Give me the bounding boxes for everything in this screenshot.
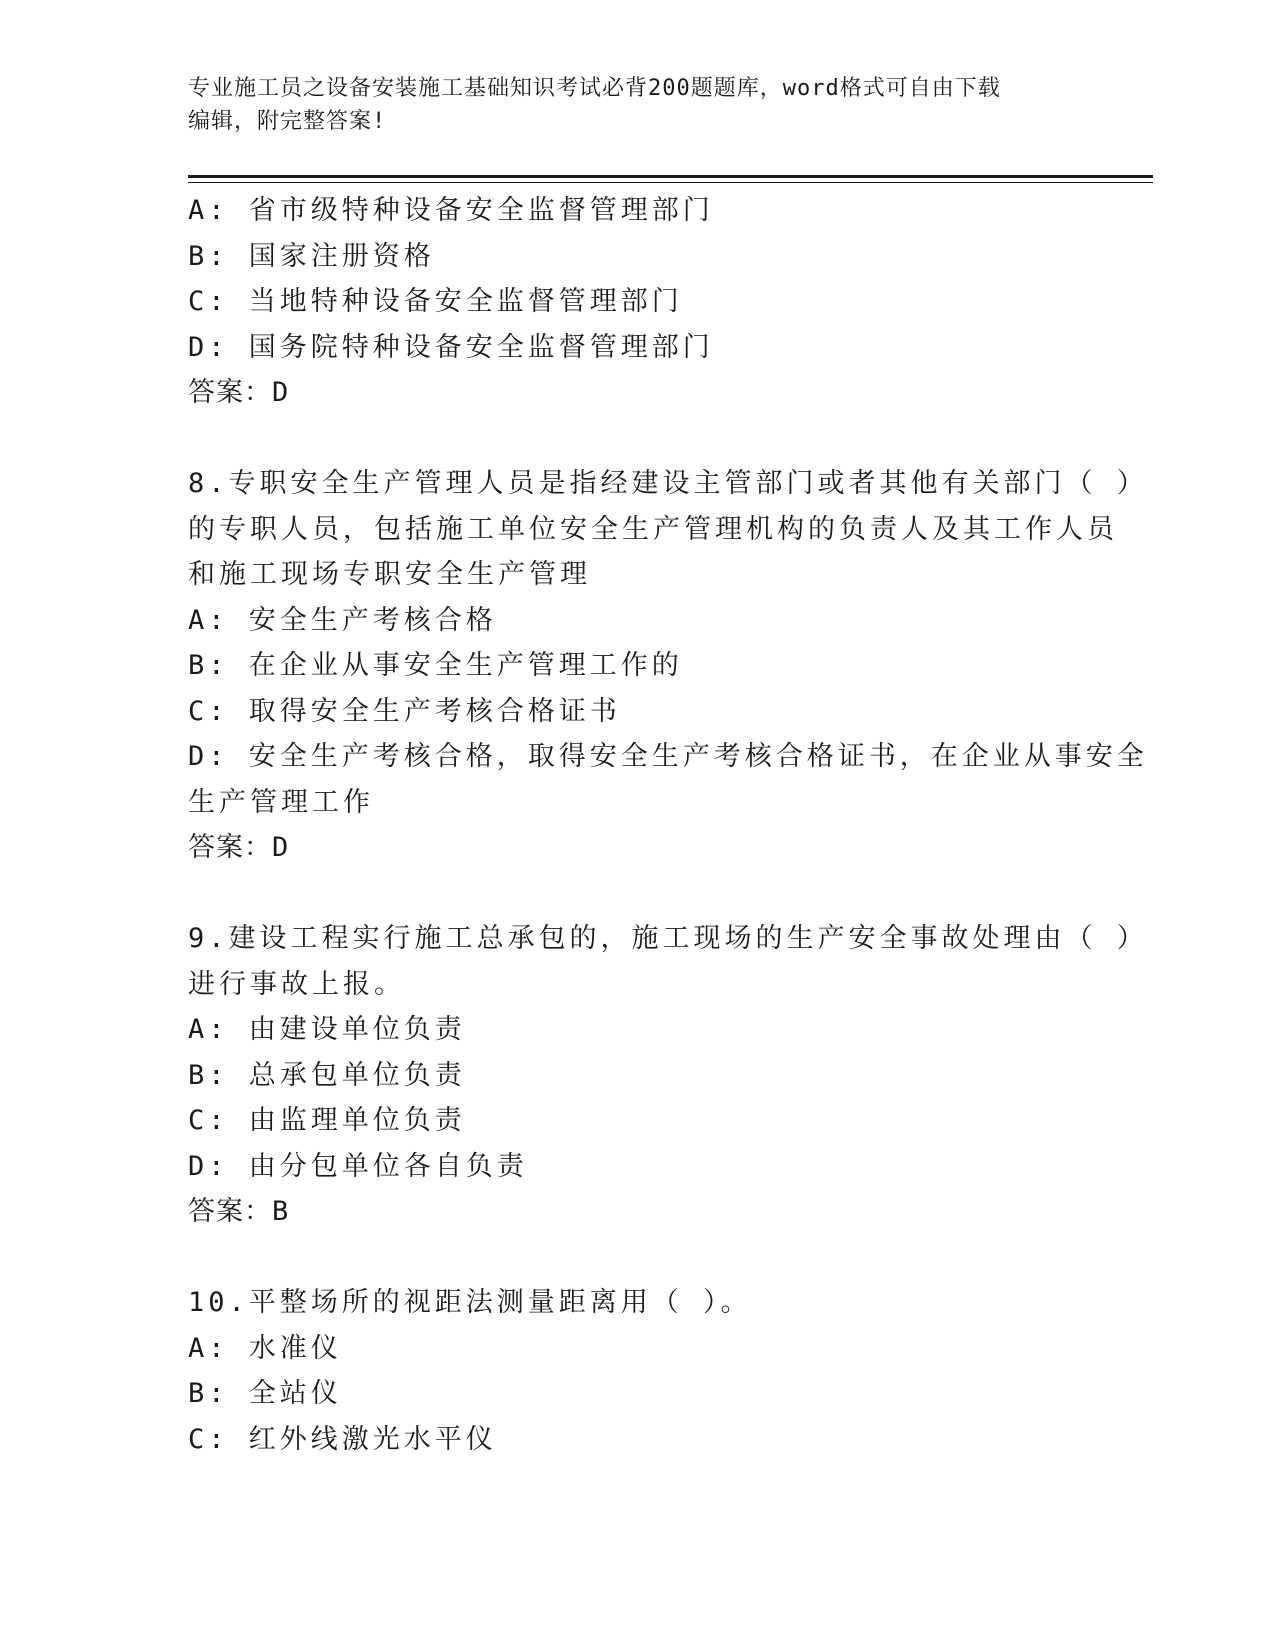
question-block-9	[188, 916, 1148, 1235]
question-stem-line: 的专职人员，包括施工单位安全生产管理机构的负责人及其工作人员	[188, 513, 1118, 545]
option-d-continued: 生产管理工作	[188, 786, 374, 818]
option-d: D: 国务院特种设备安全监督管理部门	[188, 331, 714, 363]
question-stem-line: 9.建设工程实行施工总承包的，施工现场的生产安全事故处理由（ ）	[188, 923, 1148, 954]
option-c: C: 红外线激光水平仪	[188, 1423, 497, 1455]
question-block-8	[188, 461, 1148, 871]
answer-line: 答案：B	[188, 1196, 290, 1227]
question-stem-line: 8.专职安全生产管理人员是指经建设主管部门或者其他有关部门（ ）	[188, 468, 1148, 499]
question-stem-line: 进行事故上报。	[188, 968, 405, 1000]
option-c: C: 取得安全生产考核合格证书	[188, 695, 621, 727]
header-divider-thick	[188, 175, 1153, 178]
question-stem-line: 10.平整场所的视距法测量距离用（ ）。	[188, 1287, 752, 1318]
option-b: B: 全站仪	[188, 1378, 342, 1409]
header-line-2: 编辑，附完整答案!	[188, 109, 387, 134]
option-a: A: 水准仪	[188, 1332, 342, 1364]
spacer	[188, 1235, 1088, 1281]
document-header	[188, 72, 1088, 138]
option-c: C: 由监理单位负责	[188, 1105, 466, 1136]
question-list	[188, 188, 1148, 1462]
spacer	[188, 871, 1088, 917]
answer-line: 答案：D	[188, 832, 290, 863]
question-stem-line: 和施工现场专职安全生产管理	[188, 559, 591, 590]
question-block-10	[188, 1280, 1088, 1462]
spacer	[188, 416, 1088, 462]
question-block-prev	[188, 188, 1088, 416]
option-a: A: 安全生产考核合格	[188, 604, 497, 636]
option-c: C: 当地特种设备安全监督管理部门	[188, 286, 683, 317]
option-b: B: 在企业从事安全生产管理工作的	[188, 650, 683, 681]
option-d: D: 安全生产考核合格，取得安全生产考核合格证书，在企业从事安全	[188, 741, 1148, 772]
option-b: B: 总承包单位负责	[188, 1059, 466, 1091]
option-b: B: 国家注册资格	[188, 240, 435, 272]
header-divider-thin	[188, 182, 1153, 183]
option-d: D: 由分包单位各自负责	[188, 1150, 528, 1182]
option-a: A: 省市级特种设备安全监督管理部门	[188, 195, 714, 226]
option-a: A: 由建设单位负责	[188, 1014, 466, 1045]
answer-line: 答案：D	[188, 377, 290, 408]
header-line-1: 专业施工员之设备安装施工基础知识考试必背200题题库，word格式可自由下载	[188, 76, 1001, 101]
